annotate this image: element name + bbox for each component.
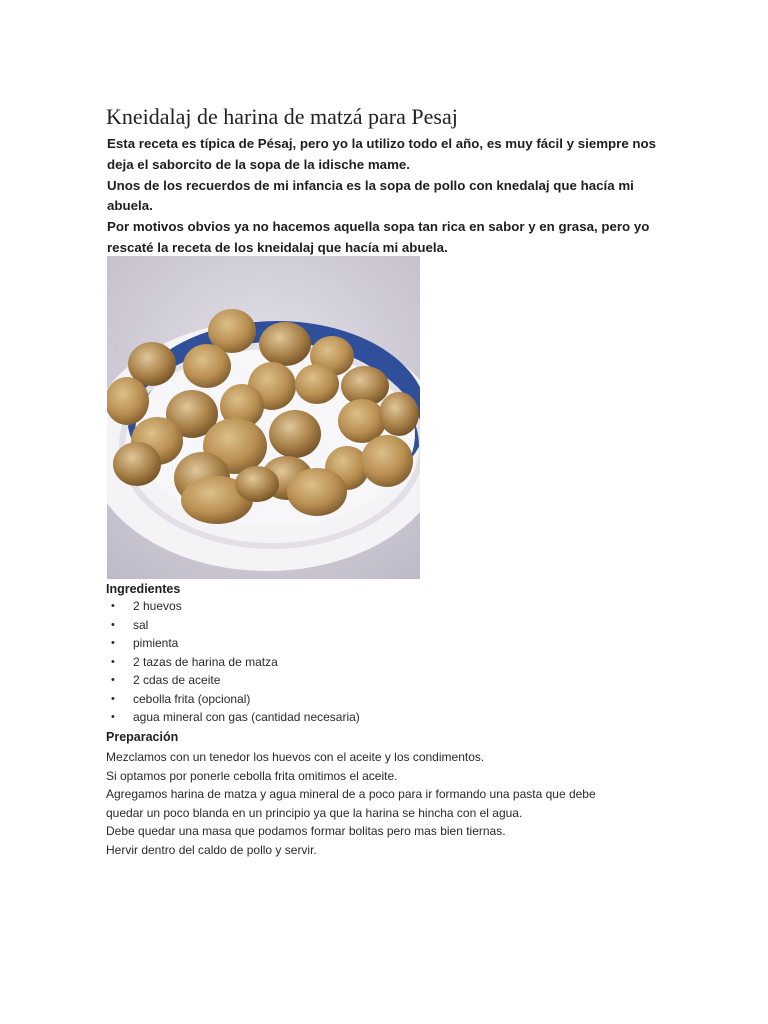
bullet: •: [111, 711, 115, 723]
ingredient-text: pimienta: [133, 636, 179, 650]
preparation-text: [106, 748, 666, 860]
ingredient-item: [106, 690, 360, 709]
ingredients-list: [106, 597, 360, 727]
ingredient-text: agua mineral con gas (cantidad necesaria): [133, 710, 360, 724]
ingredient-text: cebolla frita (opcional): [133, 691, 251, 706]
kneidalaj-plate-illustration: [107, 256, 420, 579]
bullet: •: [111, 637, 115, 649]
preparation-line: Agregamos harina de matza y agua mineral de a poco para ir formando una pasta que debe: [106, 787, 596, 802]
intro-line: Unos de los recuerdos de mi infancia es la sopa de pollo con knedalaj que hacía mi: [107, 177, 634, 193]
intro-line: deja el saborcito de la sopa de la idische mame.: [107, 156, 410, 172]
bullet: •: [111, 674, 115, 686]
intro-line: abuela.: [107, 198, 153, 214]
intro-paragraph: [107, 134, 667, 259]
ingredient-text: 2 huevos: [133, 599, 182, 613]
preparation-line: Debe quedar una masa que podamos formar bolitas pero mas bien tiernas.: [106, 824, 506, 839]
bullet: •: [111, 655, 115, 668]
ingredients-heading: Ingredientes: [106, 582, 181, 596]
ingredient-text: 2 tazas de harina de matza: [133, 654, 278, 669]
ingredient-text: 2 cdas de aceite: [133, 673, 221, 687]
ingredient-item: [106, 671, 360, 690]
bullet: •: [111, 692, 115, 705]
ingredient-item: [106, 708, 360, 727]
intro-line: Por motivos obvios ya no hacemos aquella sopa tan rica en sabor y en grasa, pero yo: [107, 219, 650, 235]
preparation-heading: Preparación: [106, 730, 179, 744]
intro-line: rescaté la receta de los kneidalaj que hacía mi abuela.: [107, 239, 448, 255]
intro-line: Esta receta es típica de Pésaj, pero yo la utilizo todo el año, es muy fácil y siempre nos: [107, 136, 657, 151]
ingredient-item: [106, 634, 360, 653]
recipe-title: Kneidalaj de harina de matzá para Pesaj: [106, 104, 458, 129]
ingredient-item: [106, 653, 360, 672]
preparation-line: Mezclamos con un tenedor los huevos con el aceite y los condimentos.: [106, 750, 485, 764]
ingredient-text: sal: [133, 617, 149, 632]
kneidalaj-photo: [107, 256, 420, 579]
bullet: •: [111, 618, 115, 631]
preparation-line: Si optamos por ponerle cebolla frita omitimos el aceite.: [106, 768, 398, 783]
ingredient-item: [106, 616, 360, 635]
bullet: •: [111, 600, 115, 612]
preparation-line: Hervir dentro del caldo de pollo y servir.: [106, 842, 317, 857]
ingredient-item: [106, 597, 360, 616]
preparation-line: quedar un poco blanda en un principio ya que la harina se hincha con el agua.: [106, 805, 523, 820]
